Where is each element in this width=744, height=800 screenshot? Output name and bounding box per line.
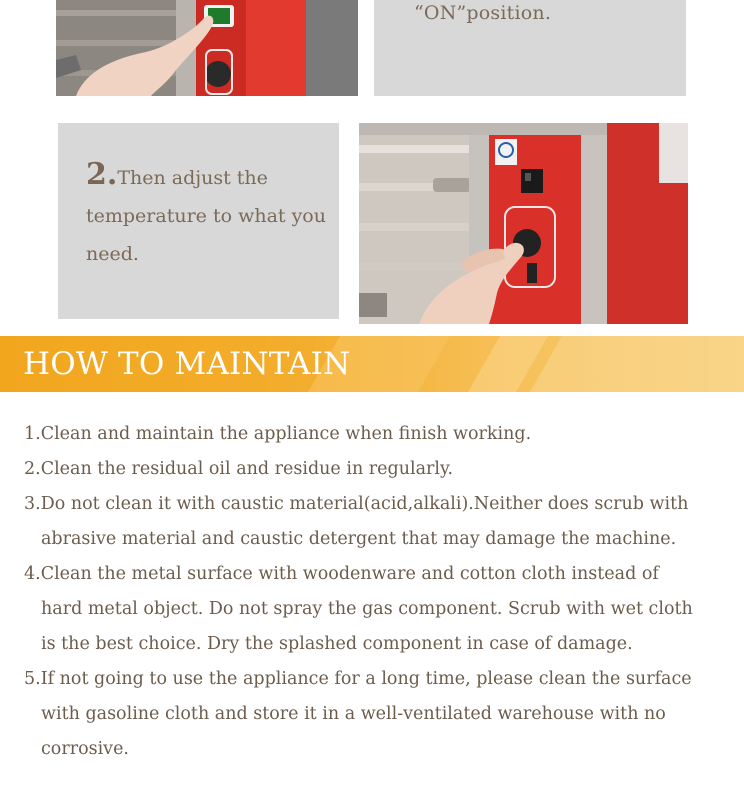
maintenance-item-line: 2.Clean the residual oil and residue in regularly. (24, 459, 454, 479)
maintenance-item-continuation: is the best choice. Dry the splashed component in case of damage. (41, 634, 633, 654)
step2-number: 2. (86, 157, 118, 192)
knob-photo (359, 123, 688, 324)
maintenance-item (24, 452, 736, 487)
maintenance-item-line: 4.Clean the metal surface with woodenware and cotton cloth instead of (24, 564, 659, 584)
maintenance-item-line: 1.Clean and maintain the appliance when finish working. (24, 424, 532, 444)
step2-text: Then adjust the temperature to what you need. (86, 167, 326, 265)
maintenance-item-continuation: with gasoline cloth and store it in a well-ventilated warehouse with no (41, 704, 666, 724)
maintenance-item (24, 557, 736, 662)
section-title: HOW TO MAINTAIN (23, 346, 351, 382)
step2-instruction (86, 156, 332, 273)
maintenance-item-continuation: corrosive. (41, 739, 129, 759)
switch-photo (56, 0, 358, 96)
maintenance-list (24, 417, 736, 767)
maintenance-item-line: 5.If not going to use the appliance for a long time, please clean the surface (24, 669, 692, 689)
banner-decoration (300, 336, 744, 392)
maintenance-item-continuation: abrasive material and caustic detergent that may damage the machine. (41, 529, 677, 549)
maintenance-item (24, 417, 736, 452)
maintenance-item-line: 3.Do not clean it with caustic material(acid,alkali).Neither does scrub with (24, 494, 689, 514)
maintenance-item (24, 487, 736, 557)
on-position-caption: “ON”position. (414, 2, 552, 24)
maintenance-item (24, 662, 736, 767)
maintenance-item-continuation: hard metal object. Do not spray the gas component. Scrub with wet cloth (41, 599, 693, 619)
